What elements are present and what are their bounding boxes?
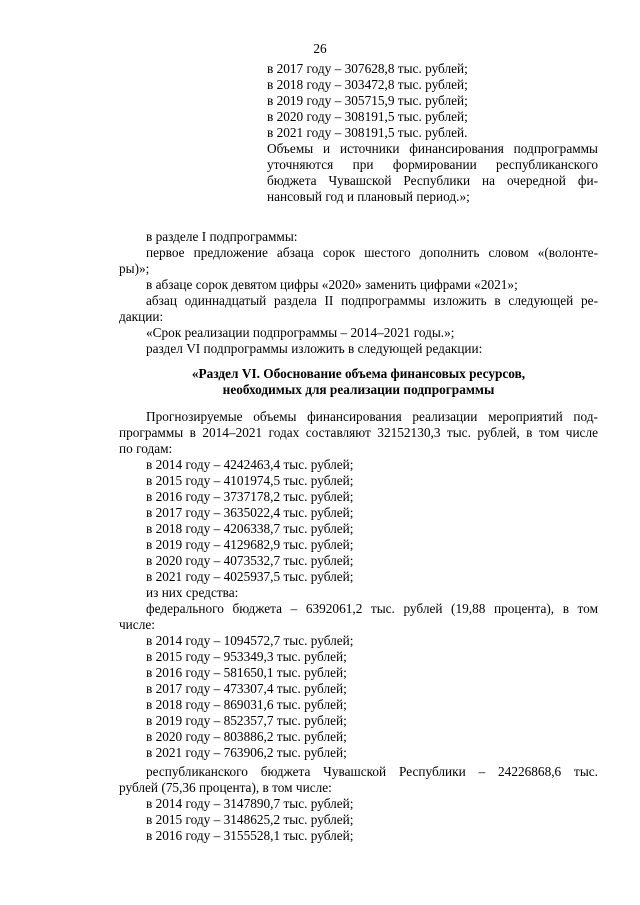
list-item: в 2014 году – 3147890,7 тыс. рублей;: [146, 796, 354, 811]
note-line: Объемы и источники финансирования подпрограммы: [267, 141, 598, 156]
list-item: в 2019 году – 852357,7 тыс. рублей;: [146, 713, 347, 728]
list-item: в 2016 году – 581650,1 тыс. рублей;: [146, 665, 347, 680]
intro-line: Прогнозируемые объемы финансирования реализации мероприятий под-: [146, 409, 598, 424]
section-heading: необходимых для реализации подпрограммы: [222, 382, 495, 397]
list-item: в 2016 году – 3737178,2 тыс. рублей;: [146, 489, 354, 504]
list-item: в 2017 году – 3635022,4 тыс. рублей;: [146, 505, 354, 520]
intro-line: программы в 2014–2021 годах составляют 32152130,3 тыс. рублей, в том числе: [119, 425, 598, 440]
list-item: в 2015 году – 3148625,2 тыс. рублей;: [146, 812, 354, 827]
sources-label: из них средства:: [146, 585, 239, 600]
note-line: бюджета Чувашской Республики на очередной фи-: [267, 173, 598, 188]
section-heading: «Раздел VI. Обоснование объема финансовых ресурсов,: [191, 366, 526, 381]
list-item: в 2020 году – 803886,2 тыс. рублей;: [146, 729, 347, 744]
amendment-line: первое предложение абзаца сорок шестого дополнить словом «(волонте-: [146, 245, 598, 260]
amendment-line: в абзаце сорок девятом цифры «2020» заменить цифрами «2021»;: [146, 277, 518, 292]
list-item: в 2014 году – 4242463,4 тыс. рублей;: [146, 457, 354, 472]
list-item: в 2020 году – 4073532,7 тыс. рублей;: [146, 553, 354, 568]
amendment-line: дакции:: [119, 309, 164, 324]
federal-line: числе:: [119, 617, 155, 632]
year-line: в 2018 году – 303472,8 тыс. рублей;: [267, 77, 468, 92]
list-item: в 2021 году – 763906,2 тыс. рублей;: [146, 745, 347, 760]
amendment-line: ры)»;: [119, 261, 150, 276]
federal-line: федерального бюджета – 6392061,2 тыс. рублей (19,88 процента), в том: [146, 601, 598, 616]
amendment-line: абзац одиннадцатый раздела II подпрограммы изложить в следующей ре-: [146, 293, 598, 308]
amendment-line: «Срок реализации подпрограммы – 2014–2021 годы.»;: [146, 325, 455, 340]
note-line: уточняются при формировании республиканского: [267, 157, 598, 172]
list-item: в 2018 году – 4206338,7 тыс. рублей;: [146, 521, 354, 536]
year-line: в 2021 году – 308191,5 тыс. рублей.: [267, 125, 468, 140]
list-item: в 2021 году – 4025937,5 тыс. рублей;: [146, 569, 354, 584]
list-item: в 2017 году – 473307,4 тыс. рублей;: [146, 681, 347, 696]
year-line: в 2017 году – 307628,8 тыс. рублей;: [267, 61, 468, 76]
list-item: в 2014 году – 1094572,7 тыс. рублей;: [146, 633, 354, 648]
list-item: в 2019 году – 4129682,9 тыс. рублей;: [146, 537, 354, 552]
republic-line: рублей (75,36 процента), в том числе:: [119, 780, 332, 795]
amendment-line: в разделе I подпрограммы:: [146, 229, 298, 244]
list-item: в 2015 году – 953349,3 тыс. рублей;: [146, 649, 347, 664]
note-line: нансовый год и плановый период.»;: [267, 189, 470, 204]
year-line: в 2019 году – 305715,9 тыс. рублей;: [267, 93, 468, 108]
list-item: в 2015 году – 4101974,5 тыс. рублей;: [146, 473, 354, 488]
page-number: 26: [313, 41, 327, 56]
republic-line: республиканского бюджета Чувашской Республики – 24226868,6 тыс.: [146, 764, 598, 779]
intro-line: по годам:: [119, 441, 173, 456]
list-item: в 2016 году – 3155528,1 тыс. рублей;: [146, 828, 354, 843]
amendment-line: раздел VI подпрограммы изложить в следующей редакции:: [146, 341, 483, 356]
year-line: в 2020 году – 308191,5 тыс. рублей;: [267, 109, 468, 124]
list-item: в 2018 году – 869031,6 тыс. рублей;: [146, 697, 347, 712]
